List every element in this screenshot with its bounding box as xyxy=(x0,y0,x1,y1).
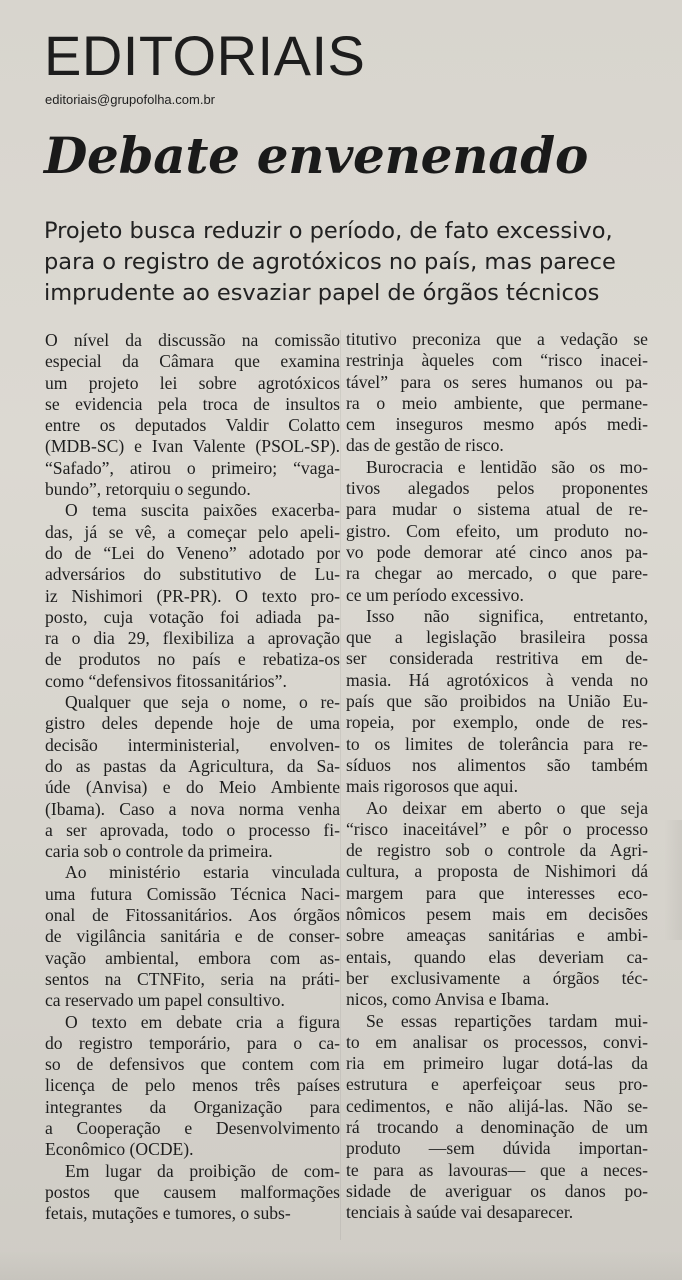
article-text-line: posto, cuja votação foi adiada pa- xyxy=(45,606,340,627)
article-text-line: rá trocando a denominação de um xyxy=(346,1116,648,1137)
article-text-line: te para as lavouras— que a neces- xyxy=(346,1159,648,1180)
article-text-line: Ao ministério estaria vinculada xyxy=(65,862,340,883)
article-text-line: ra o meio ambiente, que permane- xyxy=(346,392,648,413)
article-text-line: se evidencia pela troca de insultos xyxy=(45,393,340,414)
article-text-line: síduos nos alimentos são também xyxy=(346,754,648,775)
article-text-line: cedimentos, e não alijá-las. Não se- xyxy=(346,1095,648,1116)
article-text-line: estrutura e aperfeiçoar seus pro- xyxy=(346,1074,648,1095)
article-column-left xyxy=(45,330,340,1224)
editorial-headline: Debate envenenado xyxy=(44,126,588,185)
article-text-line: titutivo preconiza que a vedação se xyxy=(346,329,648,349)
section-email: editoriais@grupofolha.com.br xyxy=(45,92,216,107)
article-text-line: de registro sob o controle da Agri- xyxy=(346,840,648,861)
article-text-line: Ao deixar em aberto o que seja xyxy=(366,797,648,818)
page-bottom-shadow xyxy=(0,1250,682,1280)
subhead-line: para o registro de agrotóxicos no país, mas parece xyxy=(44,249,616,275)
article-text-line: ce um período excessivo. xyxy=(346,584,524,605)
article-text-line: Isso não significa, entretanto, xyxy=(366,605,648,626)
article-text-line: Burocracia e lentidão são os mo- xyxy=(366,456,648,477)
article-text-line: sidade de averiguar os danos po- xyxy=(346,1180,648,1201)
subhead-line: imprudente ao esvaziar papel de órgãos técnicos xyxy=(44,280,600,306)
article-text-line: a ser aprovada, todo o processo fi- xyxy=(45,819,340,840)
article-text-line: adversários do substitutivo de Lu- xyxy=(45,564,340,585)
article-text-line: do as pastas da Agricultura, da Sa- xyxy=(45,755,340,776)
article-text-line: iz Nishimori (PR-PR). O texto pro- xyxy=(45,585,340,606)
article-text-line: tivos alegados pelos proponentes xyxy=(346,478,648,499)
article-text-line: vo pode demorar até cinco anos pa- xyxy=(346,541,648,562)
article-text-line: tenciais à saúde vai desaparecer. xyxy=(346,1202,574,1223)
article-text-line: tável” para os seres humanos ou pa- xyxy=(346,371,648,392)
article-text-line: cem inseguros mesmo após medi- xyxy=(346,414,648,435)
article-text-line: um projeto lei sobre agrotóxicos xyxy=(45,372,340,393)
article-column-right xyxy=(346,329,648,1223)
article-text-line: nicos, como Anvisa e Ibama. xyxy=(346,989,550,1010)
article-text-line: úde (Anvisa) e do Meio Ambiente xyxy=(45,777,340,798)
article-text-line: Qualquer que seja o nome, o re- xyxy=(65,692,340,713)
editorial-subhead xyxy=(44,216,644,309)
article-text-line: ra o dia 29, flexibiliza a aprovação xyxy=(45,628,340,649)
article-text-line: entais, quando elas deveriam ca- xyxy=(346,946,648,967)
subhead-line: Projeto busca reduzir o período, de fato excessivo, xyxy=(44,218,613,244)
article-text-line: margem para que interesses eco- xyxy=(346,882,648,903)
article-text-line: Em lugar da proibição de com- xyxy=(65,1160,340,1181)
article-text-line: “risco inaceitável” e pôr o processo xyxy=(346,818,648,839)
article-text-line: de vigilância sanitária e de conser- xyxy=(45,926,340,947)
article-text-line: mais rigorosos que aqui. xyxy=(346,776,519,797)
article-text-line: sentos na CTNFito, seria na práti- xyxy=(45,968,340,989)
section-title: EDITORIAIS xyxy=(44,24,366,87)
article-text-line: para mudar o sistema atual de re- xyxy=(346,499,648,520)
article-text-line: especial da Câmara que examina xyxy=(45,351,340,372)
article-text-line: ser considerada restritiva em de- xyxy=(346,648,648,669)
article-text-line: O texto em debate cria a figura xyxy=(65,1011,340,1032)
article-text-line: gistro. Com efeito, um produto no- xyxy=(346,520,648,541)
article-text-line: ber exclusivamente a órgãos téc- xyxy=(346,967,648,988)
article-text-line: Se essas repartições tardam mui- xyxy=(366,1010,648,1031)
article-text-line: país que são proibidos na União Eu- xyxy=(346,691,648,712)
article-text-line: do registro temporário, para o ca- xyxy=(45,1032,340,1053)
article-text-line: masia. Há agrotóxicos à venda no xyxy=(346,669,648,690)
article-text-line: das de gestão de risco. xyxy=(346,435,504,456)
article-text-line: nômicos pesem mais em decisões xyxy=(346,904,648,925)
article-text-line: (Ibama). Caso a nova norma venha xyxy=(45,798,340,819)
article-text-line: ropeia, por exemplo, onde de res- xyxy=(346,712,648,733)
article-text-line: (MDB-SC) e Ivan Valente (PSOL-SP). xyxy=(45,436,340,457)
article-text-line: vação ambiental, embora com as- xyxy=(45,947,340,968)
article-text-line: ra chegar ao mercado, o que pare- xyxy=(346,563,648,584)
article-text-line: to os limites de tolerância para re- xyxy=(346,733,648,754)
article-text-line: restrinja àqueles com “risco inacei- xyxy=(346,350,648,371)
article-text-line: gistro deles depende hoje de uma xyxy=(45,713,340,734)
article-text-line: ria em primeiro lugar dotá-las da xyxy=(346,1053,648,1074)
article-text-line: O nível da discussão na comissão xyxy=(45,330,340,350)
article-text-line: sobre ameaças sanitárias e ambi- xyxy=(346,925,648,946)
column-gutter xyxy=(340,330,341,1240)
article-text-line: ca reservado um papel consultivo. xyxy=(45,990,285,1011)
article-text-line: licença de pelo menos três países xyxy=(45,1075,340,1096)
article-text-line: bundo”, retorquiu o segundo. xyxy=(45,479,251,500)
article-text-line: caria sob o controle da primeira. xyxy=(45,841,273,862)
article-text-line: O tema suscita paixões exacerba- xyxy=(65,500,340,521)
article-text-line: como “defensivos fitossanitários”. xyxy=(45,670,287,691)
article-text-line: integrantes da Organização para xyxy=(45,1096,340,1117)
article-text-line: produto —sem dúvida importan- xyxy=(346,1138,648,1159)
article-text-line: onal de Fitossanitários. Aos órgãos xyxy=(45,905,340,926)
article-text-line: a Cooperação e Desenvolvimento xyxy=(45,1117,340,1138)
article-text-line: decisão interministerial, envolven- xyxy=(45,734,340,755)
article-text-line: cultura, a proposta de Nishimori dá xyxy=(346,861,648,882)
article-text-line: “Safado”, atirou o primeiro; “vaga- xyxy=(45,457,340,478)
article-text-line: das, já se vê, a começar pelo apeli- xyxy=(45,521,340,542)
article-text-line: postos que causem malformações xyxy=(45,1181,340,1202)
article-text-line: uma futura Comissão Técnica Naci- xyxy=(45,883,340,904)
article-text-line: to em analisar os processos, convi- xyxy=(346,1031,648,1052)
article-text-line: fetais, mutações e tumores, o subs- xyxy=(45,1203,291,1224)
article-text-line: so de defensivos que contem com xyxy=(45,1054,340,1075)
article-text-line: entre os deputados Valdir Colatto xyxy=(45,415,340,436)
article-text-line: Econômico (OCDE). xyxy=(45,1139,194,1160)
page-edge-shadow xyxy=(664,820,682,940)
article-text-line: que a legislação brasileira possa xyxy=(346,627,648,648)
article-text-line: do de “Lei do Veneno” adotado por xyxy=(45,542,340,563)
article-text-line: de produtos no país e rebatiza-os xyxy=(45,649,340,670)
